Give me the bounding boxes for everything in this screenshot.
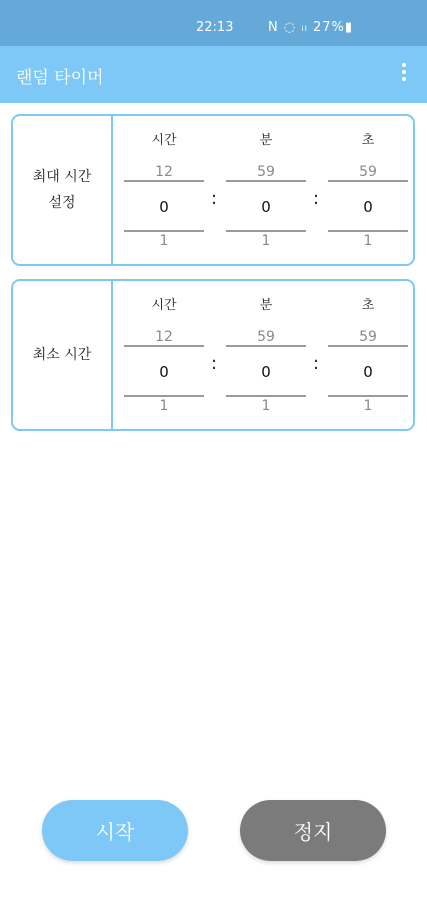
min-second-next-value[interactable]: 1 [363, 398, 373, 414]
max-time-label-line2: 설정 [48, 195, 76, 211]
min-minute-prev-value[interactable]: 59 [257, 329, 275, 345]
min-minute-value[interactable]: 0 [261, 363, 271, 381]
min-hour-prev-value[interactable]: 12 [155, 329, 173, 345]
start-button[interactable]: 시작 [42, 800, 188, 861]
min-separator-2: : [312, 353, 320, 374]
min-hour-next-value[interactable]: 1 [159, 398, 169, 414]
max-second-next-value[interactable]: 1 [363, 233, 373, 249]
min-time-label [13, 281, 113, 429]
max-second-picker[interactable] [328, 116, 408, 264]
min-hour-picker[interactable] [124, 281, 204, 429]
max-time-card [11, 114, 415, 266]
max-second-header: 초 [361, 133, 375, 148]
max-minute-prev-value[interactable]: 59 [257, 164, 275, 180]
min-minute-header: 분 [259, 298, 273, 313]
max-hour-prev-value[interactable]: 12 [155, 164, 173, 180]
status-icons: N ◌ ᵢₗ 27%▮ [268, 20, 353, 35]
max-separator-2: : [312, 188, 320, 209]
max-minute-picker[interactable] [226, 116, 306, 264]
status-bar [0, 0, 427, 46]
app-bar [0, 46, 427, 103]
max-separator-1: : [210, 188, 218, 209]
max-time-label-line1: 최대 시간 [32, 169, 92, 185]
max-second-prev-value[interactable]: 59 [359, 164, 377, 180]
more-options-icon[interactable] [398, 60, 410, 86]
max-hour-next-value[interactable]: 1 [159, 233, 169, 249]
max-minute-header: 분 [259, 133, 273, 148]
min-minute-next-value[interactable]: 1 [261, 398, 271, 414]
max-second-value[interactable]: 0 [363, 198, 373, 216]
min-minute-picker[interactable] [226, 281, 306, 429]
max-minute-value[interactable]: 0 [261, 198, 271, 216]
min-separator-1: : [210, 353, 218, 374]
min-time-card [11, 279, 415, 431]
max-time-label [13, 116, 113, 264]
min-second-value[interactable]: 0 [363, 363, 373, 381]
status-time: 22:13 [196, 20, 234, 35]
min-time-label-line1: 최소 시간 [32, 347, 92, 363]
max-hour-header: 시간 [151, 133, 177, 148]
min-hour-header: 시간 [151, 298, 177, 313]
min-second-header: 초 [361, 298, 375, 313]
stop-button[interactable]: 정지 [240, 800, 386, 861]
max-minute-next-value[interactable]: 1 [261, 233, 271, 249]
max-hour-value[interactable]: 0 [159, 198, 169, 216]
min-second-picker[interactable] [328, 281, 408, 429]
min-hour-value[interactable]: 0 [159, 363, 169, 381]
max-hour-picker[interactable] [124, 116, 204, 264]
min-second-prev-value[interactable]: 59 [359, 329, 377, 345]
app-title: 랜덤 타이머 [16, 68, 104, 88]
